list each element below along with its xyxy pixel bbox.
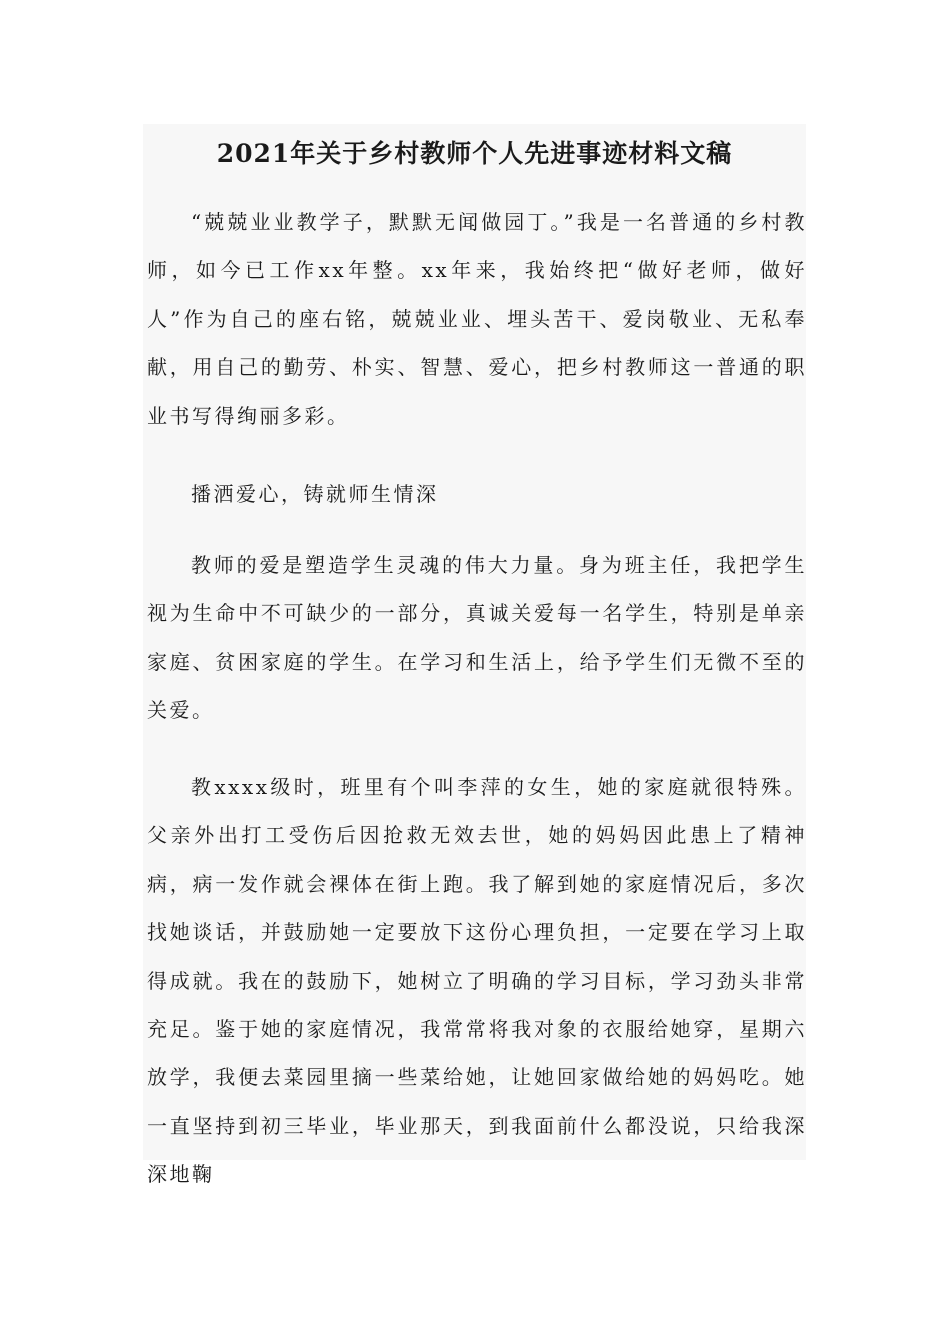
section-heading: 播洒爱心，铸就师生情深 (191, 482, 439, 506)
paragraph-story: 教xxxx级时，班里有个叫李萍的女生，她的家庭就很特殊。父亲外出打工受伤后因抢救无效去世，她的妈妈因此患上了精神病，病一发作就会裸体在街上跑。我了解到她的家庭情况后，多次找她谈话，并鼓励她一定要放下这份心理负担，一定要在学习上取得成就。我在的鼓励下，她树立了明确的学习目标，学习劲头非常充足。鉴于她的家庭情况，我常常将我对象的衣服给她穿，星期六放学，我便去菜园里摘一些菜给她，让她回家做给她的妈妈吃。她一直坚持到初三毕业，毕业那天，到我面前什么都没说，只给我深深地鞠 (147, 775, 807, 1187)
paragraph-love: 教师的爱是塑造学生灵魂的伟大力量。身为班主任，我把学生视为生命中不可缺少的一部分，真诚关爱每一名学生，特别是单亲家庭、贫困家庭的学生。在学习和生活上，给予学生们无微不至的关爱。 (147, 553, 807, 723)
document-title: 2021年关于乡村教师个人先进事迹材料文稿 (216, 139, 733, 168)
paragraph-intro: “兢兢业业教学子，默默无闻做园丁。”我是一名普通的乡村教师，如今已工作xx年整。xx年来，我始终把“做好老师，做好人”作为自己的座右铭，兢兢业业、埋头苦干、爱岗敬业、无私奉献，用自己的勤劳、朴实、智慧、爱心，把乡村教师这一普通的职业书写得绚丽多彩。 (147, 210, 807, 428)
